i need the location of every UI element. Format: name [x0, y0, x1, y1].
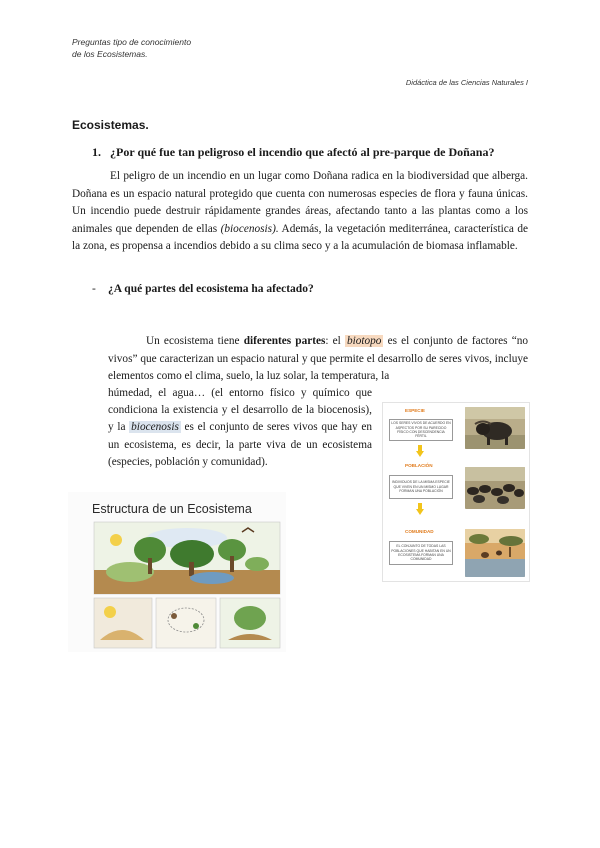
paragraph-1-part1: El peligro de un incendio en un lugar como Doñana radica en la biodiversidad que alberga. Doñana es un espacio natural protegido que cuenta con numerosas especies de flora y fauna únicas. Un incendio puede destruir rápidamente grandes áreas, afectando tanto a las plantas como a los animales que dependen de ellas	[72, 170, 528, 235]
buffalo-photo	[465, 407, 525, 449]
figure-title: Estructura de un Ecosistema	[92, 502, 252, 516]
label-comunidad: COMUNIDAD	[405, 529, 434, 534]
biotopo-highlight: biotopo	[346, 335, 382, 347]
header-line-2: de los Ecosistemas.	[72, 49, 148, 59]
question-1-number: 1.	[92, 145, 101, 159]
question-2	[92, 283, 314, 295]
question-2-text: ¿A qué partes del ecosistema ha afectado?	[108, 283, 314, 295]
box-comunidad: EL CONJUNTO DE TODAS LAS POBLACIONES QUE HABITAN EN UN ECOSISTEMA FORMAN UNA COMUNIDAD	[389, 541, 453, 565]
question-1-text: ¿Por qué fue tan peligroso el incendio que afectó al pre-parque de Doñana?	[110, 145, 495, 159]
question-2-dash: -	[92, 283, 96, 295]
box-poblacion: INDIVIDUOS DE LA MISMA ESPECIE QUE VIVEN EN UN MISMO LUGAR FORMAN UNA POBLACIÓN	[389, 475, 453, 499]
biocenosis-highlight: biocenosis	[131, 421, 179, 434]
document-header-left	[72, 36, 191, 60]
arrow-down-icon	[416, 503, 424, 515]
savanna-photo	[465, 529, 525, 577]
paragraph-1	[72, 168, 528, 256]
paragraph-1-italic: (biocenosis).	[220, 222, 279, 235]
label-poblacion: POBLACIÓN	[405, 463, 433, 468]
herd-photo	[465, 467, 525, 509]
label-especie: ESPECIE	[405, 408, 425, 413]
document-header-right: Didáctica de las Ciencias Naturales I	[405, 78, 528, 87]
paragraph-2-intro: Un ecosistema tiene	[146, 335, 244, 347]
paragraph-2-bold: diferentes partes	[243, 335, 326, 347]
section-title: Ecosistemas.	[72, 118, 149, 132]
header-line-1: Preguntas tipo de conocimiento	[72, 37, 192, 47]
question-1	[92, 145, 494, 160]
paragraph-2-after-biotopo: es el conjunto de factores “no vivos” que caracterizan un espacio natural y que permite el desarrollo de seres vivos, incluye elementos como el clima, suelo, la luz solar, la temperatura, la	[108, 335, 529, 382]
paragraph-1-part2: Además, la vegetación mediterránea, característica de la zona, es propensa a incendios debido a su clima seco y a la acumulación de biomasa inflamable.	[72, 222, 528, 252]
species-population-community-figure	[382, 402, 530, 582]
paragraph-2	[108, 333, 528, 386]
box-especie: LOS SERES VIVOS DE ACUERDO EN ASPECTOS POR SU PARECIDO FÍSICO CON DESCENDENCIA FÉRTIL	[389, 419, 453, 441]
paragraph-2-cont2: es el conjunto de seres vivos que hay en un ecosistema, es decir, la parte viva de un ecosistema (especies, población y comunidad).	[108, 421, 373, 468]
paragraph-2-cont1: húmedad, el agua… (el entorno físico y químico que condiciona la existencia y el desarrollo de la biocenosis), y la	[108, 387, 372, 434]
ecosystem-illustration	[92, 520, 282, 650]
paragraph-2-continued	[108, 385, 372, 471]
ecosystem-structure-figure	[68, 492, 286, 652]
paragraph-2-after-bold: : el	[325, 335, 345, 347]
arrow-down-icon	[416, 445, 424, 457]
